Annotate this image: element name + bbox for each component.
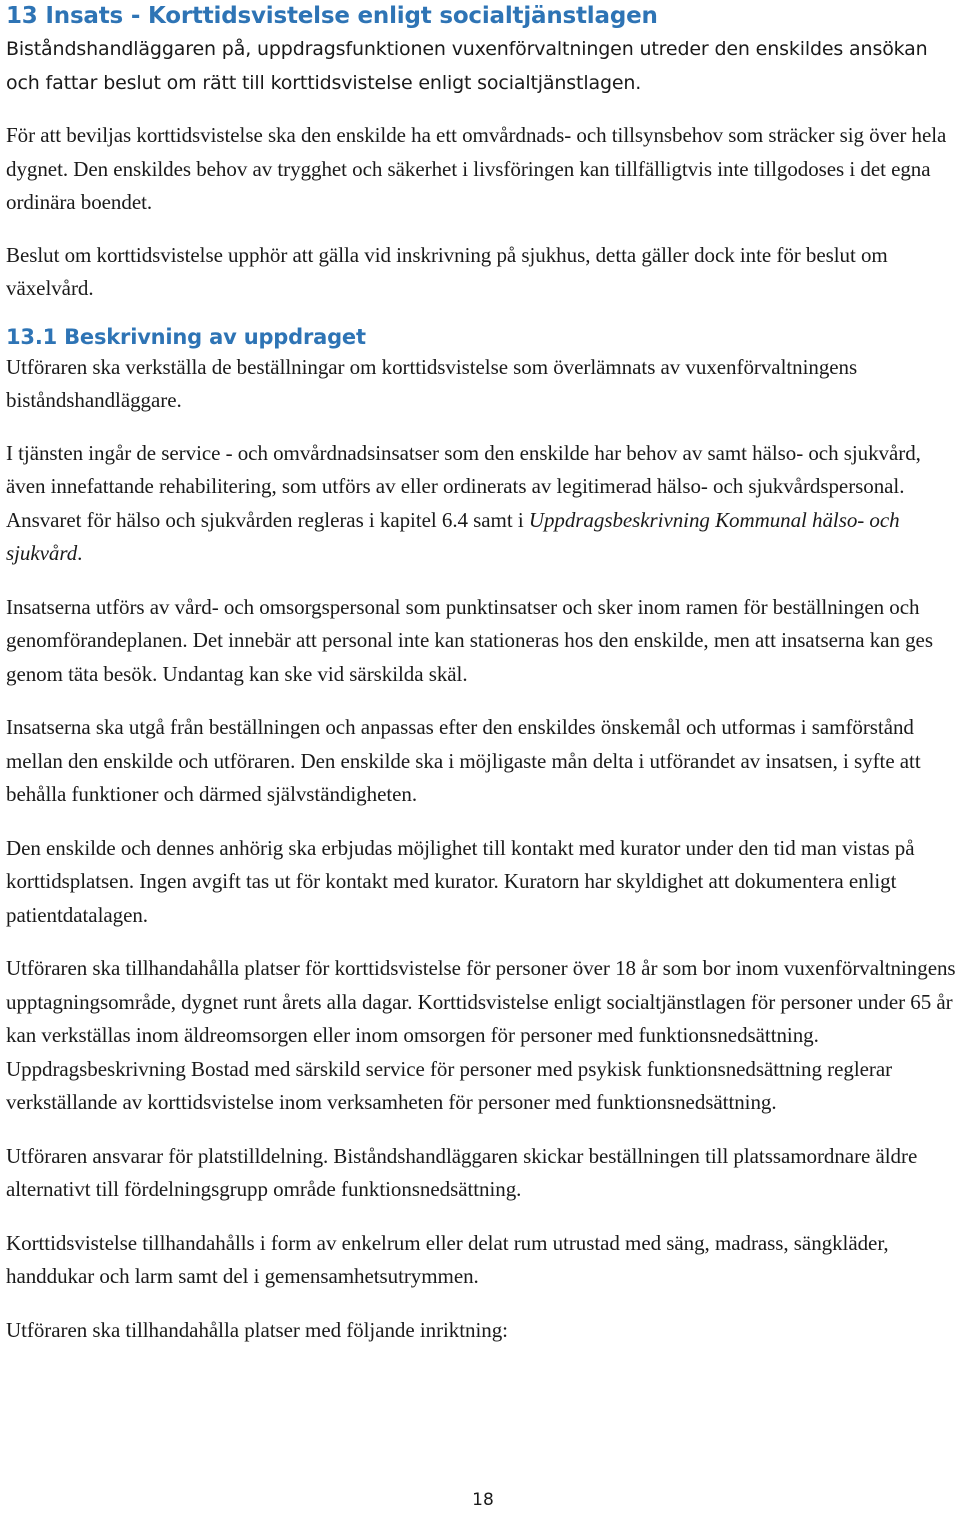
paragraph-allocation: Utföraren ansvarar för platstilldelning. Biståndshandläggaren skickar beställningen till platssamordnare äldre alternativt till fördelningsgrupp område funktionsnedsättning. bbox=[6, 1143, 918, 1201]
paragraph-services bbox=[6, 437, 958, 571]
paragraph-rooms: Korttidsvistelse tillhandahålls i form av enkelrum eller delat rum utrustad med säng, madrass, sängkläder, handdukar och larm samt del i gemensamhetsutrymmen. bbox=[6, 1230, 889, 1288]
section-intro: Biståndshandläggaren på, uppdragsfunktionen vuxenförvaltningen utreder den enskildes ansökan och fattar beslut om rätt till korttidsvistelse enligt socialtjänstlagen. bbox=[6, 38, 928, 94]
document-page bbox=[6, 0, 958, 1347]
subsection-intro: Utföraren ska verkställa de beställningar om korttidsvistelse som överlämnats av vuxenförvaltningens biståndshandläggare. bbox=[6, 354, 858, 412]
paragraph-eligibility: För att beviljas korttidsvistelse ska den enskilde ha ett omvårdnads- och tillsynsbehov som sträcker sig över hela dygnet. Den enskildes behov av trygghet och säkerhet i livsföringen kan tillfälligtvis inte tillgodoses i det egna ordinära boendet. bbox=[6, 123, 947, 214]
paragraph-counselor: Den enskilde och dennes anhörig ska erbjudas möjlighet till kontakt med kurator under den tid man vistas på korttidsplatsen. Ingen avgift tas ut för kontakt med kurator. Kuratorn har skyldighet att dokumentera enligt patientdatalagen. bbox=[6, 835, 915, 927]
paragraph-wishes: Insatserna ska utgå från beställningen och anpassas efter den enskildes önskemål och utformas i samförstånd mellan den enskilde och utföraren. Den enskilde ska i möjligaste mån delta i utförandet av insatsen, i syfte att behålla funktioner och därmed självständigheten. bbox=[6, 715, 921, 806]
section-heading: 13 Insats - Korttidsvistelse enligt socialtjänstlagen bbox=[6, 3, 658, 29]
subsection-heading: 13.1 Beskrivning av uppdraget bbox=[6, 324, 366, 349]
paragraph-point-efforts: Insatserna utförs av vård- och omsorgspersonal som punktinsatser och sker inom ramen för beställningen och genomförandeplanen. Det innebär att personal inte kan stationeras hos den enskilde, men att insatserna kan ges genom täta besök. Undantag kan ske vid särskilda skäl. bbox=[6, 594, 933, 686]
paragraph-termination: Beslut om korttidsvistelse upphör att gälla vid inskrivning på sjukhus, detta gäller dock inte för beslut om växelvård. bbox=[6, 242, 888, 300]
paragraph-services-end: . bbox=[77, 541, 83, 565]
paragraph-orientation: Utföraren ska tillhandahålla platser med följande inriktning: bbox=[6, 1317, 508, 1342]
paragraph-services-text: I tjänsten ingår de service - och omvårdnadsinsatser som den enskilde har behov av samt hälso- och sjukvård, även innefattande rehabilitering, som utförs av eller ordinerats av legitimerad hälso- och sjukvårdspersonal. Ansvaret för hälso och sjukvården regleras i kapitel 6.4 samt i bbox=[6, 440, 921, 532]
paragraph-services-italic: Uppdragsbeskrivning Kommunal hälso- och sjukvård bbox=[6, 507, 900, 565]
paragraph-places: Utföraren ska tillhandahålla platser för korttidsvistelse för personer över 18 år som bor inom vuxenförvaltningens upptagningsområde, dygnet runt årets alla dagar. Korttidsvistelse enligt socialtjänstlagen för personer under 65 år kan verkställas inom äldreomsorgen eller inom omsorgen för personer med funktionsnedsättning. Uppdragsbeskrivning Bostad med särskild service för personer med psykisk funktionsnedsättning reglerar verkställande av korttidsvistelse inom verksamheten för personer med funktionsnedsättning. bbox=[6, 956, 956, 1114]
page-number: 18 bbox=[472, 1490, 494, 1510]
